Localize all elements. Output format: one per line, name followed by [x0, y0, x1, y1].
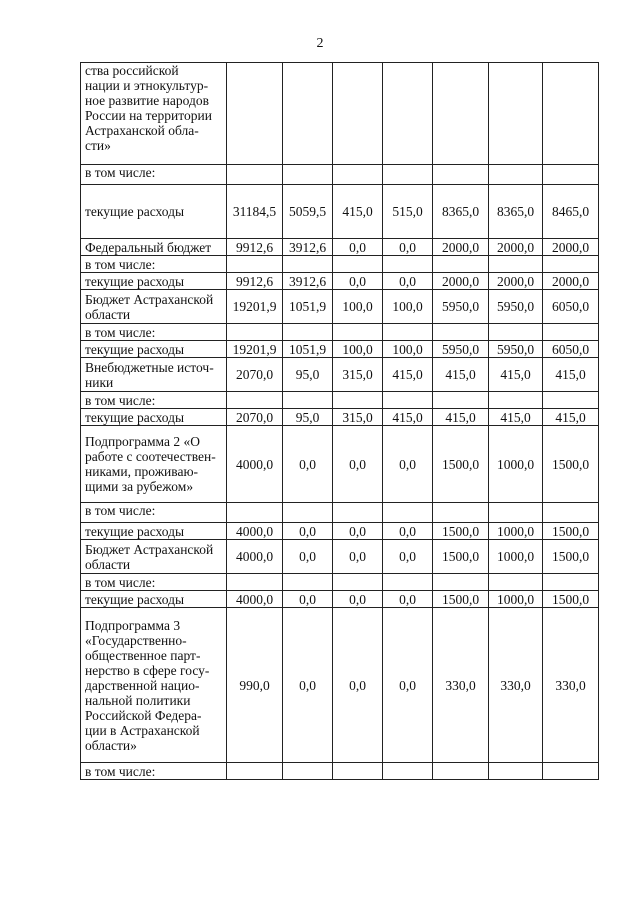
value-cell: 5059,5: [283, 185, 333, 239]
row-label: Федеральный бюджет: [85, 239, 212, 255]
row-label: текущие расходы: [85, 409, 185, 425]
value-cell: 415,0: [489, 409, 543, 426]
row-label: в том числе:: [85, 324, 156, 340]
table-row: [81, 574, 599, 591]
value-cell: 6050,0: [543, 290, 599, 324]
value-cell: 3912,6: [283, 273, 333, 290]
value-cell: [333, 63, 383, 165]
value-cell: 5950,0: [489, 290, 543, 324]
row-label-cell: [81, 409, 227, 426]
row-label: Подпрограмма 3 «Государственно- общественное парт- нерство в сфере госу- дарственной нацио- нальной политики Российской Федера- ции в Астраханской области»: [85, 617, 210, 753]
row-label-cell: [81, 608, 227, 763]
value-cell: 9912,6: [227, 273, 283, 290]
value-cell: [489, 324, 543, 341]
value-cell: [543, 763, 599, 780]
value-cell: [489, 63, 543, 165]
row-label: в том числе:: [85, 574, 156, 590]
row-label: текущие расходы: [85, 523, 185, 539]
value-cell: [283, 392, 333, 409]
value-cell: [227, 503, 283, 523]
value-cell: [543, 392, 599, 409]
value-cell: 3912,6: [283, 239, 333, 256]
value-cell: [383, 392, 433, 409]
value-cell: 0,0: [333, 540, 383, 574]
row-label-cell: [81, 273, 227, 290]
value-cell: 415,0: [433, 358, 489, 392]
row-label: в том числе:: [85, 392, 156, 408]
value-cell: 0,0: [383, 239, 433, 256]
value-cell: 2070,0: [227, 358, 283, 392]
row-label-cell: [81, 165, 227, 185]
page-number: 2: [316, 36, 324, 51]
value-cell: 990,0: [227, 608, 283, 763]
value-cell: [283, 503, 333, 523]
value-cell: [383, 503, 433, 523]
value-cell: 1000,0: [489, 540, 543, 574]
value-cell: 0,0: [333, 426, 383, 503]
value-cell: 2070,0: [227, 409, 283, 426]
value-cell: 31184,5: [227, 185, 283, 239]
value-cell: [543, 503, 599, 523]
value-cell: 515,0: [383, 185, 433, 239]
value-cell: [543, 63, 599, 165]
value-cell: [543, 165, 599, 185]
value-cell: 1051,9: [283, 290, 333, 324]
budget-table: [80, 62, 599, 780]
row-label: текущие расходы: [85, 591, 185, 607]
row-label: в том числе:: [85, 165, 156, 180]
table-row: [81, 165, 599, 185]
row-label-cell: [81, 426, 227, 503]
row-label-cell: [81, 185, 227, 239]
row-label: в том числе:: [85, 503, 156, 518]
table-row: [81, 409, 599, 426]
value-cell: 4000,0: [227, 426, 283, 503]
value-cell: 5950,0: [489, 341, 543, 358]
value-cell: [433, 256, 489, 273]
value-cell: 1500,0: [433, 591, 489, 608]
value-cell: 100,0: [333, 341, 383, 358]
value-cell: 2000,0: [543, 239, 599, 256]
row-label-cell: [81, 324, 227, 341]
value-cell: [227, 763, 283, 780]
value-cell: 0,0: [283, 426, 333, 503]
value-cell: 415,0: [333, 185, 383, 239]
value-cell: 1051,9: [283, 341, 333, 358]
value-cell: [433, 574, 489, 591]
row-label-cell: [81, 256, 227, 273]
value-cell: [433, 503, 489, 523]
row-label-cell: [81, 540, 227, 574]
value-cell: 0,0: [283, 523, 333, 540]
row-label-cell: [81, 503, 227, 523]
row-label: текущие расходы: [85, 204, 185, 219]
value-cell: 0,0: [333, 608, 383, 763]
value-cell: [433, 165, 489, 185]
value-cell: [227, 165, 283, 185]
row-label-cell: [81, 763, 227, 780]
value-cell: 415,0: [543, 358, 599, 392]
value-cell: [489, 503, 543, 523]
value-cell: 1500,0: [433, 523, 489, 540]
table-row: [81, 63, 599, 165]
value-cell: [489, 165, 543, 185]
value-cell: 8365,0: [489, 185, 543, 239]
table-row: [81, 503, 599, 523]
value-cell: [489, 392, 543, 409]
row-label: Бюджет Астраханской области: [85, 541, 214, 572]
value-cell: 0,0: [283, 540, 333, 574]
value-cell: 1500,0: [543, 523, 599, 540]
value-cell: 100,0: [333, 290, 383, 324]
row-label-cell: [81, 239, 227, 256]
value-cell: [383, 324, 433, 341]
value-cell: 6050,0: [543, 341, 599, 358]
value-cell: 330,0: [543, 608, 599, 763]
value-cell: [333, 324, 383, 341]
value-cell: 0,0: [333, 239, 383, 256]
value-cell: [333, 392, 383, 409]
value-cell: 315,0: [333, 358, 383, 392]
value-cell: [543, 324, 599, 341]
row-label-cell: [81, 392, 227, 409]
table-row: [81, 273, 599, 290]
value-cell: 1500,0: [543, 426, 599, 503]
value-cell: [227, 324, 283, 341]
value-cell: 1500,0: [543, 591, 599, 608]
value-cell: [333, 503, 383, 523]
table-row: [81, 392, 599, 409]
value-cell: 2000,0: [543, 273, 599, 290]
table-row: [81, 324, 599, 341]
value-cell: [383, 763, 433, 780]
row-label-cell: [81, 341, 227, 358]
value-cell: [283, 763, 333, 780]
value-cell: [433, 392, 489, 409]
value-cell: [543, 574, 599, 591]
value-cell: 415,0: [433, 409, 489, 426]
table-row: [81, 608, 599, 763]
row-label: текущие расходы: [85, 341, 185, 357]
value-cell: [333, 763, 383, 780]
value-cell: 19201,9: [227, 290, 283, 324]
value-cell: 0,0: [333, 591, 383, 608]
value-cell: 8465,0: [543, 185, 599, 239]
value-cell: 0,0: [283, 608, 333, 763]
value-cell: [227, 63, 283, 165]
value-cell: 0,0: [383, 426, 433, 503]
value-cell: 1000,0: [489, 523, 543, 540]
value-cell: 4000,0: [227, 523, 283, 540]
value-cell: 0,0: [383, 273, 433, 290]
value-cell: [489, 763, 543, 780]
table-row: [81, 256, 599, 273]
row-label-cell: [81, 63, 227, 165]
value-cell: 9912,6: [227, 239, 283, 256]
value-cell: 1500,0: [433, 540, 489, 574]
value-cell: 415,0: [383, 358, 433, 392]
value-cell: 0,0: [333, 273, 383, 290]
value-cell: [227, 574, 283, 591]
value-cell: 95,0: [283, 409, 333, 426]
table-row: [81, 426, 599, 503]
value-cell: 415,0: [383, 409, 433, 426]
table-row: [81, 591, 599, 608]
table-row: [81, 763, 599, 780]
value-cell: 315,0: [333, 409, 383, 426]
value-cell: 1000,0: [489, 426, 543, 503]
row-label: Подпрограмма 2 «О работе с соотечествен- никами, проживаю- щими за рубежом»: [85, 434, 216, 494]
table-row: [81, 341, 599, 358]
value-cell: 0,0: [383, 540, 433, 574]
row-label: Бюджет Астраханской области: [85, 291, 214, 322]
value-cell: [383, 256, 433, 273]
value-cell: 0,0: [333, 523, 383, 540]
value-cell: [489, 256, 543, 273]
value-cell: [283, 574, 333, 591]
row-label-cell: [81, 591, 227, 608]
value-cell: [333, 165, 383, 185]
value-cell: 100,0: [383, 341, 433, 358]
value-cell: [433, 324, 489, 341]
value-cell: [283, 165, 333, 185]
value-cell: 0,0: [283, 591, 333, 608]
row-label-cell: [81, 574, 227, 591]
row-label-cell: [81, 358, 227, 392]
value-cell: 5950,0: [433, 290, 489, 324]
value-cell: 2000,0: [433, 273, 489, 290]
table-row: [81, 358, 599, 392]
value-cell: [433, 63, 489, 165]
value-cell: 95,0: [283, 358, 333, 392]
row-label-cell: [81, 290, 227, 324]
value-cell: [383, 574, 433, 591]
value-cell: 330,0: [433, 608, 489, 763]
value-cell: 1500,0: [543, 540, 599, 574]
value-cell: [489, 574, 543, 591]
row-label: в том числе:: [85, 763, 156, 779]
value-cell: 1500,0: [433, 426, 489, 503]
table-row: [81, 290, 599, 324]
value-cell: 0,0: [383, 608, 433, 763]
value-cell: 415,0: [489, 358, 543, 392]
row-label: текущие расходы: [85, 273, 185, 289]
value-cell: 19201,9: [227, 341, 283, 358]
table-row: [81, 185, 599, 239]
value-cell: [543, 256, 599, 273]
value-cell: [283, 256, 333, 273]
table-row: [81, 540, 599, 574]
value-cell: [383, 63, 433, 165]
value-cell: [227, 392, 283, 409]
value-cell: [433, 763, 489, 780]
value-cell: [333, 256, 383, 273]
value-cell: 4000,0: [227, 540, 283, 574]
value-cell: 0,0: [383, 523, 433, 540]
budget-table-body: [81, 63, 599, 780]
value-cell: [383, 165, 433, 185]
value-cell: 330,0: [489, 608, 543, 763]
value-cell: 2000,0: [489, 239, 543, 256]
value-cell: 415,0: [543, 409, 599, 426]
value-cell: 0,0: [383, 591, 433, 608]
value-cell: 2000,0: [489, 273, 543, 290]
value-cell: 5950,0: [433, 341, 489, 358]
row-label: в том числе:: [85, 256, 156, 272]
value-cell: [283, 63, 333, 165]
value-cell: [283, 324, 333, 341]
value-cell: 8365,0: [433, 185, 489, 239]
value-cell: [227, 256, 283, 273]
row-label-cell: [81, 523, 227, 540]
row-label: ства российской нации и этнокультур- ное развитие народов России на территории Астраханской обла- сти»: [85, 63, 212, 153]
table-row: [81, 523, 599, 540]
value-cell: 4000,0: [227, 591, 283, 608]
value-cell: 100,0: [383, 290, 433, 324]
value-cell: 2000,0: [433, 239, 489, 256]
value-cell: 1000,0: [489, 591, 543, 608]
table-row: [81, 239, 599, 256]
value-cell: [333, 574, 383, 591]
row-label: Внебюджетные источ- ники: [85, 359, 214, 390]
